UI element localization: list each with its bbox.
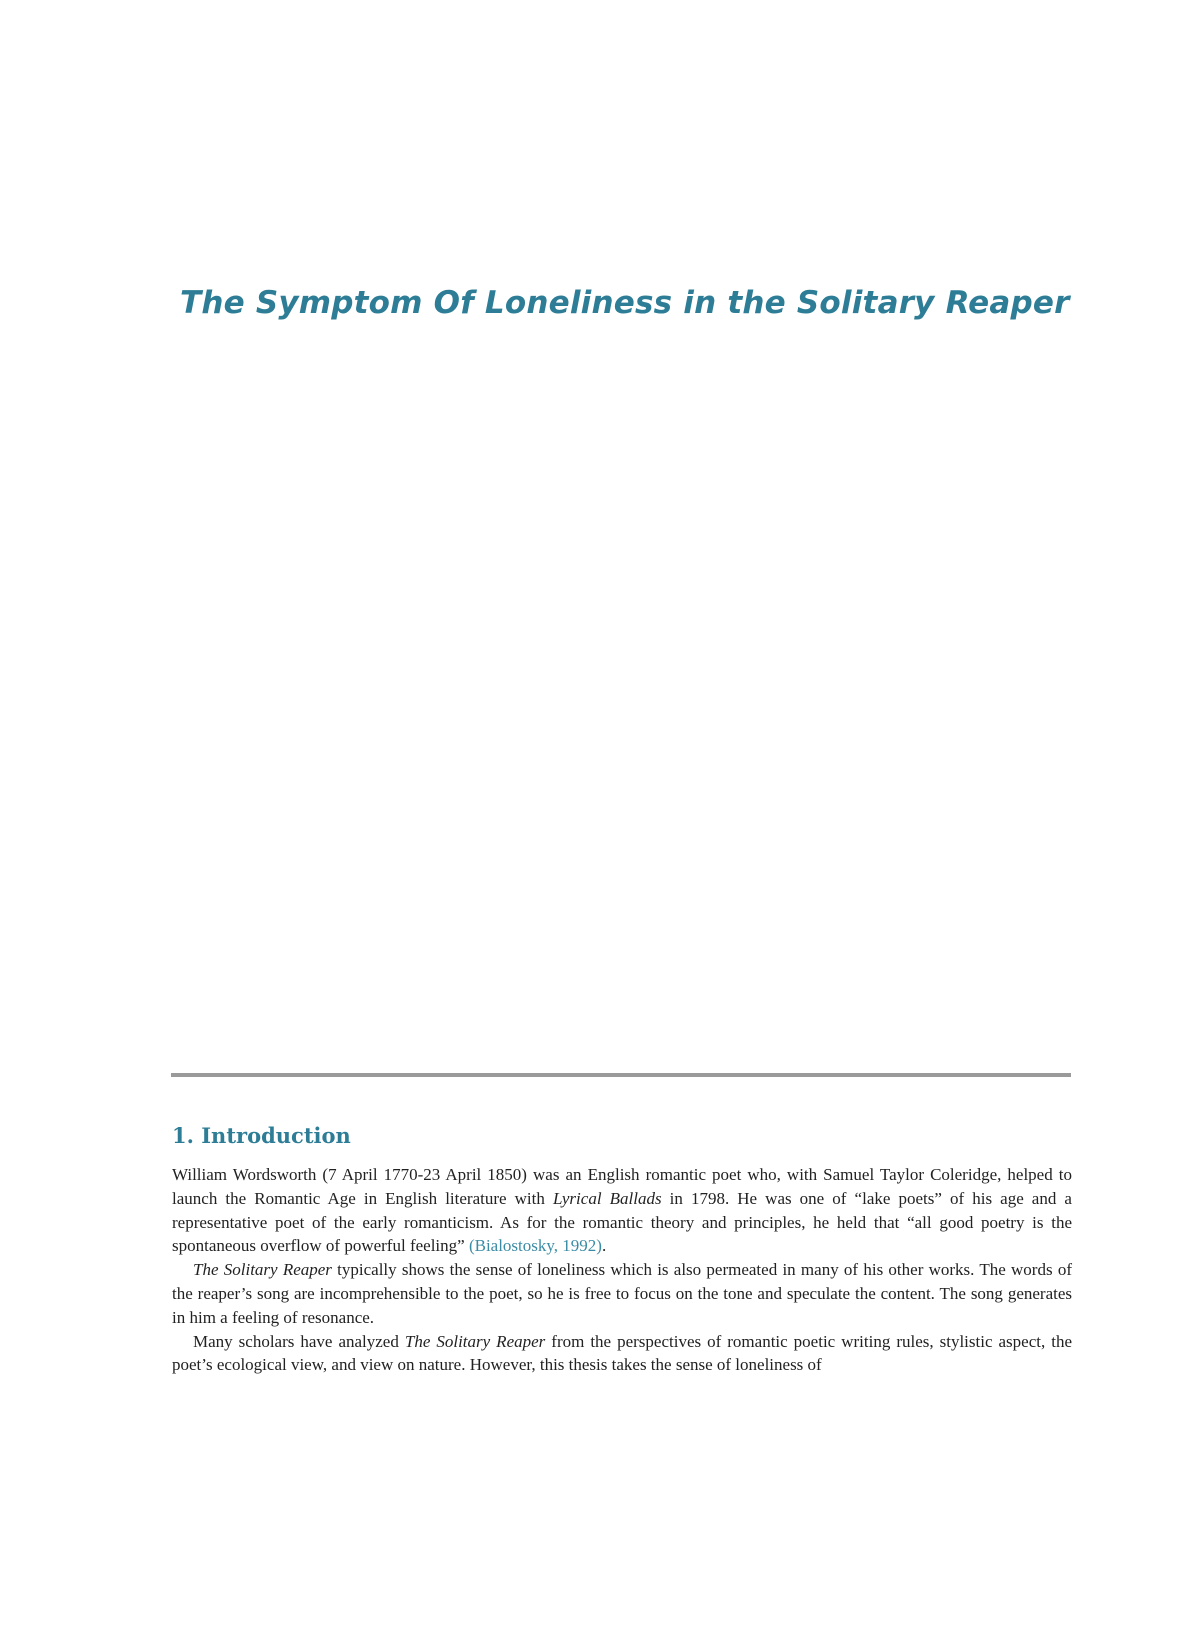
paragraph-2-text-a: typically shows the sense of loneliness which is also permeated in many of his other works. The words of the reaper’s song are incomprehensible to the poet, so he is free to focus on the tone and speculate the content. The song generates in him a feeling of resonance. <box>172 1260 1072 1327</box>
paragraph-1-text-c: . <box>601 1236 607 1256</box>
paragraph-3-italic-title: The Solitary Reaper <box>404 1331 546 1351</box>
paragraph-1-text-a: William Wordsworth (7 April 1770-23 April 1850) was an English romantic poet who, with Samuel Taylor Coleridge, helped to launch the Romantic Age in English literature with <box>172 1165 1072 1208</box>
paragraph-1-italic-title: Lyrical Ballads <box>552 1188 662 1208</box>
horizontal-divider <box>171 1073 1071 1077</box>
citation-link[interactable]: (Bialostosky, 1992) <box>468 1236 602 1256</box>
body-text <box>172 1163 1072 1377</box>
paragraph-2-italic-title: The Solitary Reaper <box>193 1260 332 1280</box>
paragraph-2 <box>172 1258 1072 1329</box>
paragraph-1-text-b: in 1798. He was one of “lake poets” of his age and a representative poet of the early romanticism. As for the romantic theory and principles, he held that “all good poetry is the spontaneous overflow of powerful feeling” <box>172 1188 1072 1256</box>
paragraph-3 <box>172 1330 1072 1378</box>
paragraph-3-text-b: from the perspectives of romantic poetic writing rules, stylistic aspect, the poet’s ecological view, and view on nature. However, this thesis takes the sense of loneliness of <box>172 1331 1072 1375</box>
paragraph-1 <box>172 1163 1072 1258</box>
paper-title: The Symptom Of Loneliness in the Solitary Reaper <box>180 285 1070 321</box>
section-heading-introduction: 1. Introduction <box>172 1123 351 1148</box>
paragraph-3-text-a: Many scholars have analyzed <box>193 1331 405 1351</box>
